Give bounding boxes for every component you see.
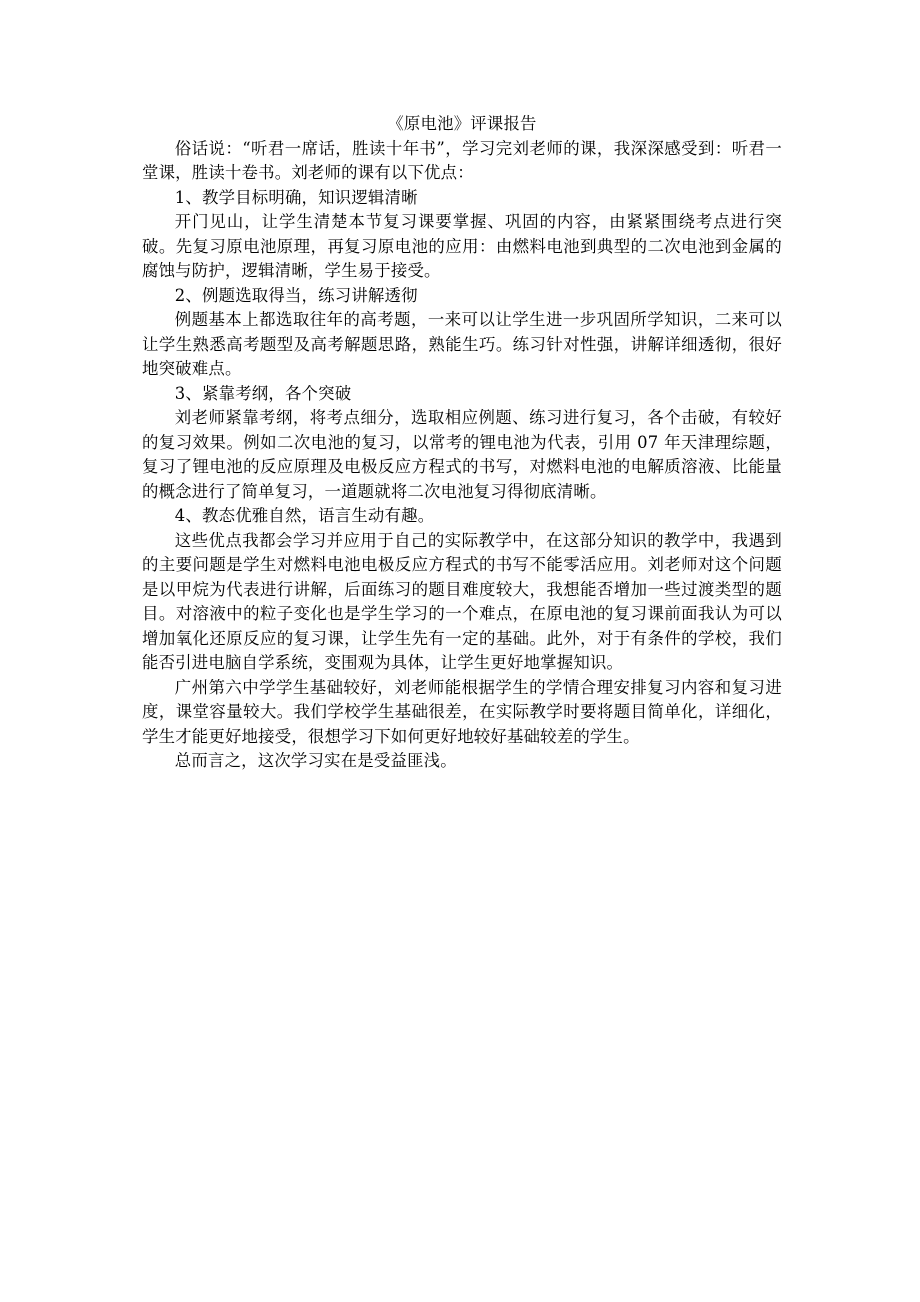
heading-point-4: 4、教态优雅自然，语言生动有趣。 — [174, 506, 435, 525]
document-body — [142, 112, 782, 774]
heading-point-3: 3、紧靠考纲，各个突破 — [174, 383, 352, 403]
paragraph-point-3: 刘老师紧靠考纲，将考点细分，选取相应例题、练习进行复习，各个击破，有较好的复习效果。例如二次电池的复习，以常考的锂电池为代表，引用 07 年天津理综题，复习了锂电池的反应原理及电极反应方程式的书写，对燃料电池的电解质溶液、比能量的概念进行了简单复习，一道题就将二次电池复习得彻底清晰。 — [142, 408, 782, 501]
heading-point-1: 1、教学目标明确，知识逻辑清晰 — [174, 187, 418, 207]
paragraph-intro: 俗话说：“听君一席话，胜读十年书”，学习完刘老师的课，我深深感受到：听君一堂课，胜读十卷书。刘老师的课有以下优点： — [142, 138, 782, 182]
paragraph-comparison: 广州第六中学学生基础较好，刘老师能根据学生的学情合理安排复习内容和复习进度，课堂容量较大。我们学校学生基础很差，在实际教学时要将题目简单化，详细化，学生才能更好地接受，很想学习下如何更好地较好基础较差的学生。 — [142, 677, 782, 746]
paragraph-point-2: 例题基本上都选取往年的高考题，一来可以让学生进一步巩固所学知识，二来可以让学生熟悉高考题型及高考解题思路，熟能生巧。练习针对性强，讲解详细透彻，很好地突破难点。 — [142, 310, 782, 378]
paragraph-conclusion: 总而言之，这次学习实在是受益匪浅。 — [174, 751, 457, 770]
heading-point-2: 2、例题选取得当，练习讲解透彻 — [174, 285, 418, 305]
document-title: 《原电池》评课报告 — [387, 114, 537, 133]
paragraph-reflection: 这些优点我都会学习并应用于自己的实际教学中，在这部分知识的教学中，我遇到的主要问题是学生对燃料电池电极反应方程式的书写不能零活应用。刘老师对这个问题是以甲烷为代表进行讲解，后面练习的题目难度较大，我想能否增加一些过渡类型的题目。对溶液中的粒子变化也是学生学习的一个难点，在原电池的复习课前面我认为可以增加氧化还原反应的复习课，让学生先有一定的基础。此外，对于有条件的学校，我们能否引进电脑自学系统，变围观为具体，让学生更好地掌握知识。 — [142, 530, 782, 672]
paragraph-point-1: 开门见山，让学生清楚本节复习课要掌握、巩固的内容，由紧紧围绕考点进行突破。先复习原电池原理，再复习原电池的应用：由燃料电池到典型的二次电池到金属的腐蚀与防护，逻辑清晰，学生易于接受。 — [142, 212, 782, 280]
